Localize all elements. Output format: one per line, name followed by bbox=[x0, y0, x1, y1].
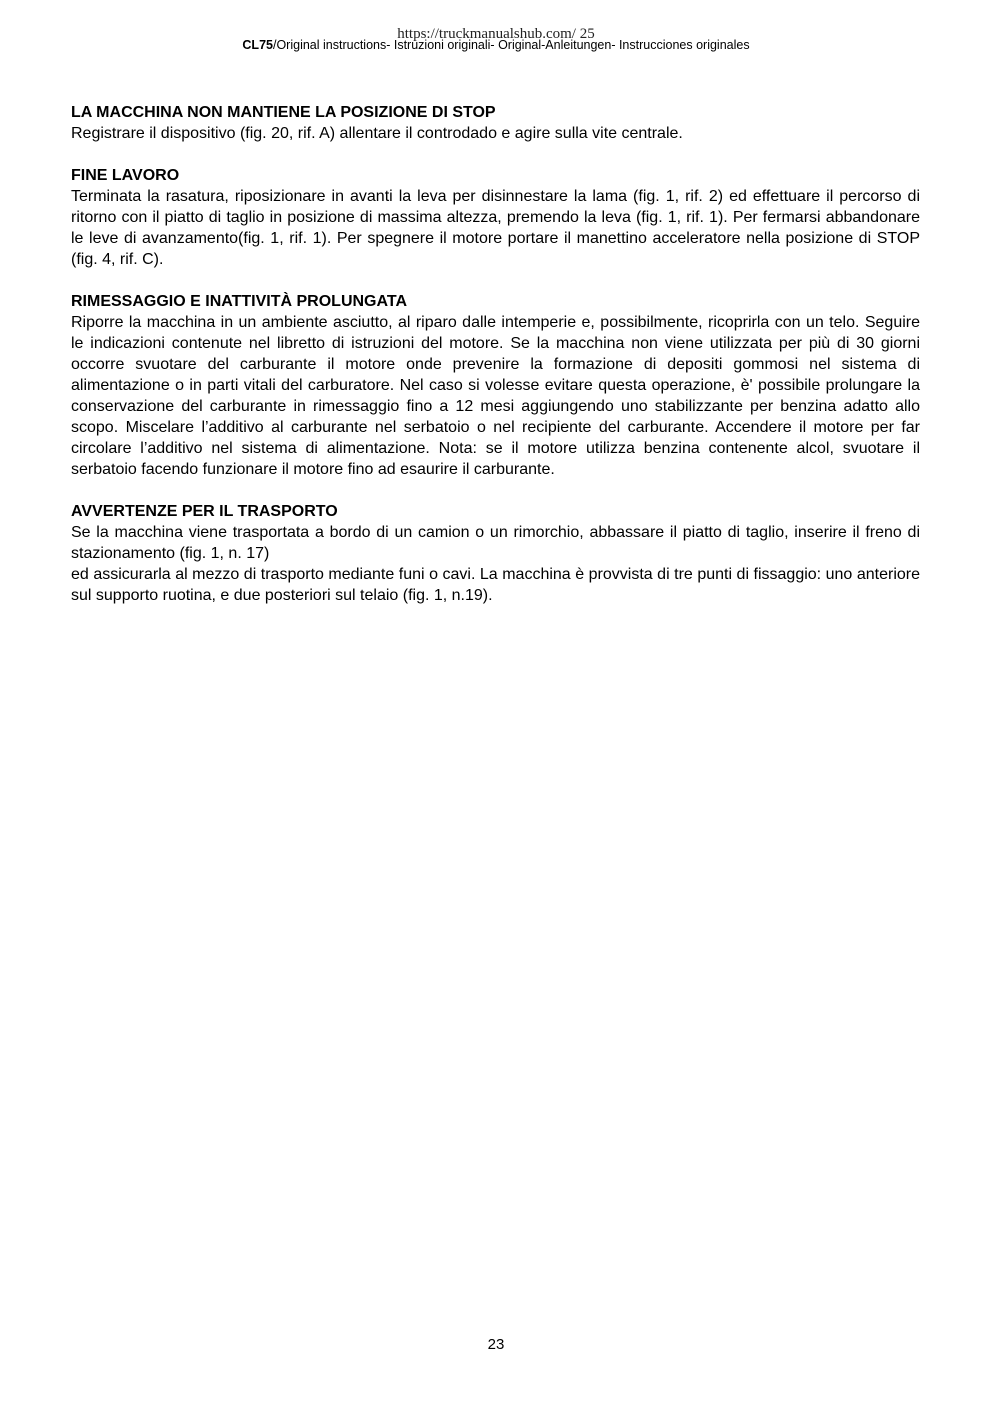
document-header bbox=[0, 38, 992, 53]
model-code: CL75 bbox=[242, 38, 273, 52]
section-title: FINE LAVORO bbox=[71, 167, 180, 184]
watermark-url[interactable]: https://truckmanualshub.com/ 25 bbox=[397, 26, 595, 42]
section-title: RIMESSAGGIO E INATTIVITÀ PROLUNGATA bbox=[71, 293, 407, 310]
section-title: AVVERTENZE PER IL TRASPORTO bbox=[71, 503, 338, 520]
page-content bbox=[71, 102, 920, 627]
section-paragraph: ed assicurarla al mezzo di trasporto mediante funi o cavi. La macchina è provvista di tre punti di fissaggio: uno anteriore sul supporto ruotina, e due posteriori sul telaio (fig. 1, n.19). bbox=[71, 566, 920, 604]
section-paragraph: Riporre la macchina in un ambiente asciutto, al riparo dalle intemperie e, possibilmente, ricoprirla con un telo. Seguire le indicazioni contenute nel libretto di istruzioni del motore. Se la macchina non viene utilizzata per più di 30 giorni occorre svuotare del carburante il motore onde prevenire la formazione di depositi gommosi nel sistema di alimentazione o in parti vitali del carburatore. Nel caso si volesse evitare questa operazione, è' possibile prolungare la conservazione del carburante in rimessaggio fino a 12 mesi aggiungendo uno stabilizzante per benzina adatto allo scopo. Miscelare l’additivo al carburante nel serbatoio o nel recipiente del carburante. Accendere il motore per far circolare l’additivo nel sistema di alimentazione. Nota: se il motore utilizza benzina contenente alcol, svuotare il serbatoio facendo funzionare il motore fino ad esaurire il carburante. bbox=[71, 314, 920, 478]
section-end-work bbox=[71, 165, 920, 270]
section-title: LA MACCHINA NON MANTIENE LA POSIZIONE DI STOP bbox=[71, 104, 496, 121]
section-stop-position bbox=[71, 102, 920, 144]
header-subtitle: /Original instructions- Istruzioni originali- Original-Anleitungen- Instrucciones originales bbox=[272, 38, 750, 52]
section-transport bbox=[71, 501, 920, 606]
section-paragraph: Registrare il dispositivo (fig. 20, rif. A) allentare il controdado e agire sulla vite centrale. bbox=[71, 125, 683, 142]
section-paragraph: Se la macchina viene trasportata a bordo di un camion o un rimorchio, abbassare il piatto di taglio, inserire il freno di stazionamento (fig. 1, n. 17) bbox=[71, 524, 920, 562]
section-storage bbox=[71, 291, 920, 480]
page-number: 23 bbox=[487, 1336, 505, 1353]
section-paragraph: Terminata la rasatura, riposizionare in avanti la leva per disinnestare la lama (fig. 1, rif. 2) ed effettuare il percorso di ritorno con il piatto di taglio in posizione di massima altezza, premendo la leva (fig. 1, rif. 1). Per fermarsi abbandonare le leve di avanzamento(fig. 1, rif. 1). Per spegnere il motore portare il manettino acceleratore nella posizione di STOP (fig. 4, rif. C). bbox=[71, 188, 920, 268]
